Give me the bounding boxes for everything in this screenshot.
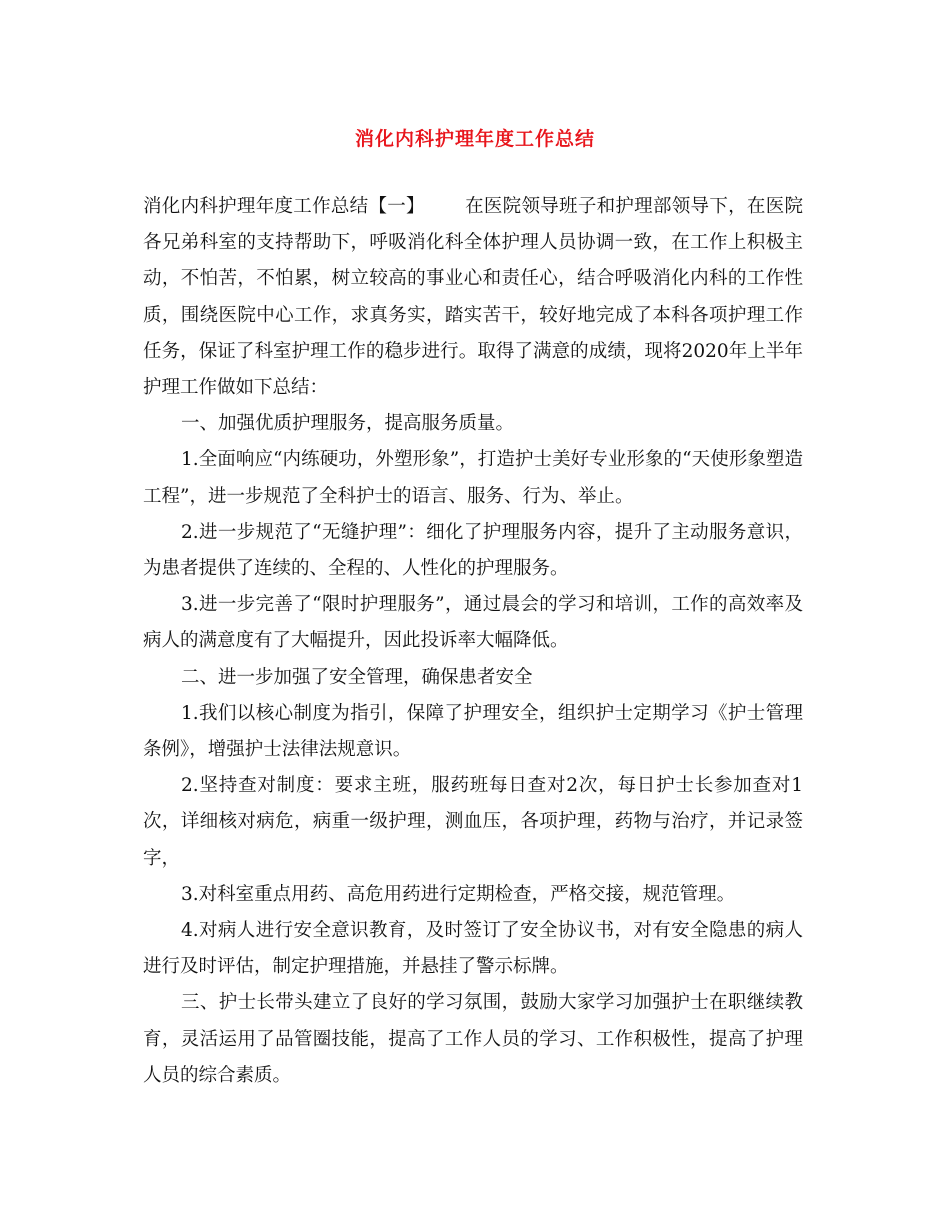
intro-heading: 消化内科护理年度工作总结【一】 [143, 196, 425, 217]
intro-paragraph [143, 189, 803, 406]
paragraph-1-2: 2.进一步规范了“无缝护理”：细化了护理服务内容，提升了主动服务意识，为患者提供了连续的、全程的、人性化的护理服务。 [143, 521, 803, 580]
paragraph-1-3: 3.进一步完善了“限时护理服务”，通过晨会的学习和培训，工作的高效率及病人的满意度有了大幅提升，因此投诉率大幅降低。 [143, 594, 803, 652]
intro-text: 在医院领导班子和护理部领导下，在医院各兄弟科室的支持帮助下，呼吸消化科全体护理人员协调一致，在工作上积极主动，不怕苦，不怕累，树立较高的事业心和责任心，结合呼吸消化内科的工作性质，围绕医院中心工作，求真务实，踏实苦干，较好地完成了本科各项护理工作任务，保证了科室护理工作的稳步进行。取得了满意的成绩，现将2020年上半年护理工作做如下总结： [143, 196, 803, 399]
section-heading-3: 三、护士长带头建立了良好的学习氛围，鼓励大家学习加强护士在职继续教育，灵活运用了品管圈技能，提高了工作人员的学习、工作积极性，提高了护理人员的综合素质。 [143, 992, 803, 1086]
section-heading-1: 一、加强优质护理服务，提高服务质量。 [181, 413, 515, 435]
paragraph-2-2: 2.坚持查对制度：要求主班，服药班每日查对2次，每日护士长参加查对1次，详细核对病危，病重一级护理，测血压，各项护理，药物与治疗，并记录签字， [143, 775, 803, 869]
document-title: 消化内科护理年度工作总结 [354, 128, 595, 150]
document-body [143, 189, 803, 1094]
section-heading-2: 二、进一步加强了安全管理，确保患者安全 [181, 666, 533, 688]
paragraph-2-4: 4.对病人进行安全意识教育，及时签订了安全协议书，对有安全隐患的病人进行及时评估，制定护理措施，并悬挂了警示标牌。 [143, 920, 803, 978]
paragraph-2-3: 3.对科室重点用药、高危用药进行定期检查，严格交接，规范管理。 [181, 883, 736, 905]
paragraph-2-1: 1.我们以核心制度为指引，保障了护理安全，组织护士定期学习《护士管理条例》，增强护士法律法规意识。 [143, 702, 803, 761]
paragraph-1-1: 1.全面响应“内练硬功，外塑形象”，打造护士美好专业形象的“天使形象塑造工程”，进一步规范了全科护士的语言、服务、行为、举止。 [143, 449, 803, 507]
